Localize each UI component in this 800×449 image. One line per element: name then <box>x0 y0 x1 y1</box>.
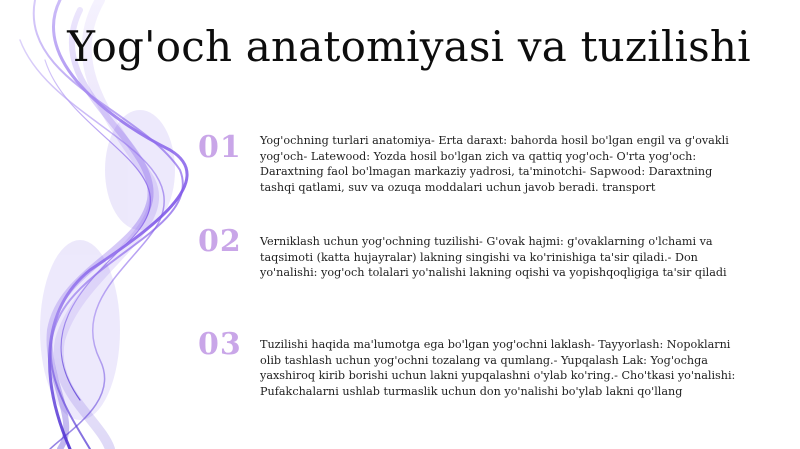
item-number-02: 02 <box>198 224 242 259</box>
item-number-03: 03 <box>198 327 242 362</box>
page-title: Yog'och anatomiyasi va tuzilishi <box>67 22 751 71</box>
item-number-01: 01 <box>198 130 242 165</box>
item-text-02: Verniklash uchun yog'ochning tuzilishi- G'ovak hajmi: g'ovaklarning o'lchami va taqsimoti (katta hujayralar) lakning singishi va ko'rinishiga ta'sir qiladi.- Don yo'nalishi: yog'och tolalari yo'nalishi lakning oqishi va yopishqoqligiga ta'sir qiladi <box>260 235 727 279</box>
item-text-03: Tuzilishi haqida ma'lumotga ega bo'lgan yog'ochni laklash- Tayyorlash: Nopoklarni olib tashlash uchun yog'ochni tozalang va qumlang.- Yupqalash Lak: Yog'ochga yaxshiroq kirib borishi uchun lakni yupqalashni o'ylab ko'ring.- Cho'tkasi yo'nalishi: Pufakchalarni ushlab turmaslik uchun don yo'nalishi bo'ylab lakni qo'llang <box>260 338 736 398</box>
item-text-01: Yog'ochning turlari anatomiya- Erta daraxt: bahorda hosil bo'lgan engil va g'ovakli yog'och- Latewood: Yozda hosil bo'lgan zich va qattiq yog'och- O'rta yog'och: Daraxtning faol bo'lmagan markaziy yadrosi, ta'minotchi- Sapwood: Daraxtning tashqi qatlami, suv va ozuqa moddalari uchun javob beradi. transport <box>260 134 729 194</box>
